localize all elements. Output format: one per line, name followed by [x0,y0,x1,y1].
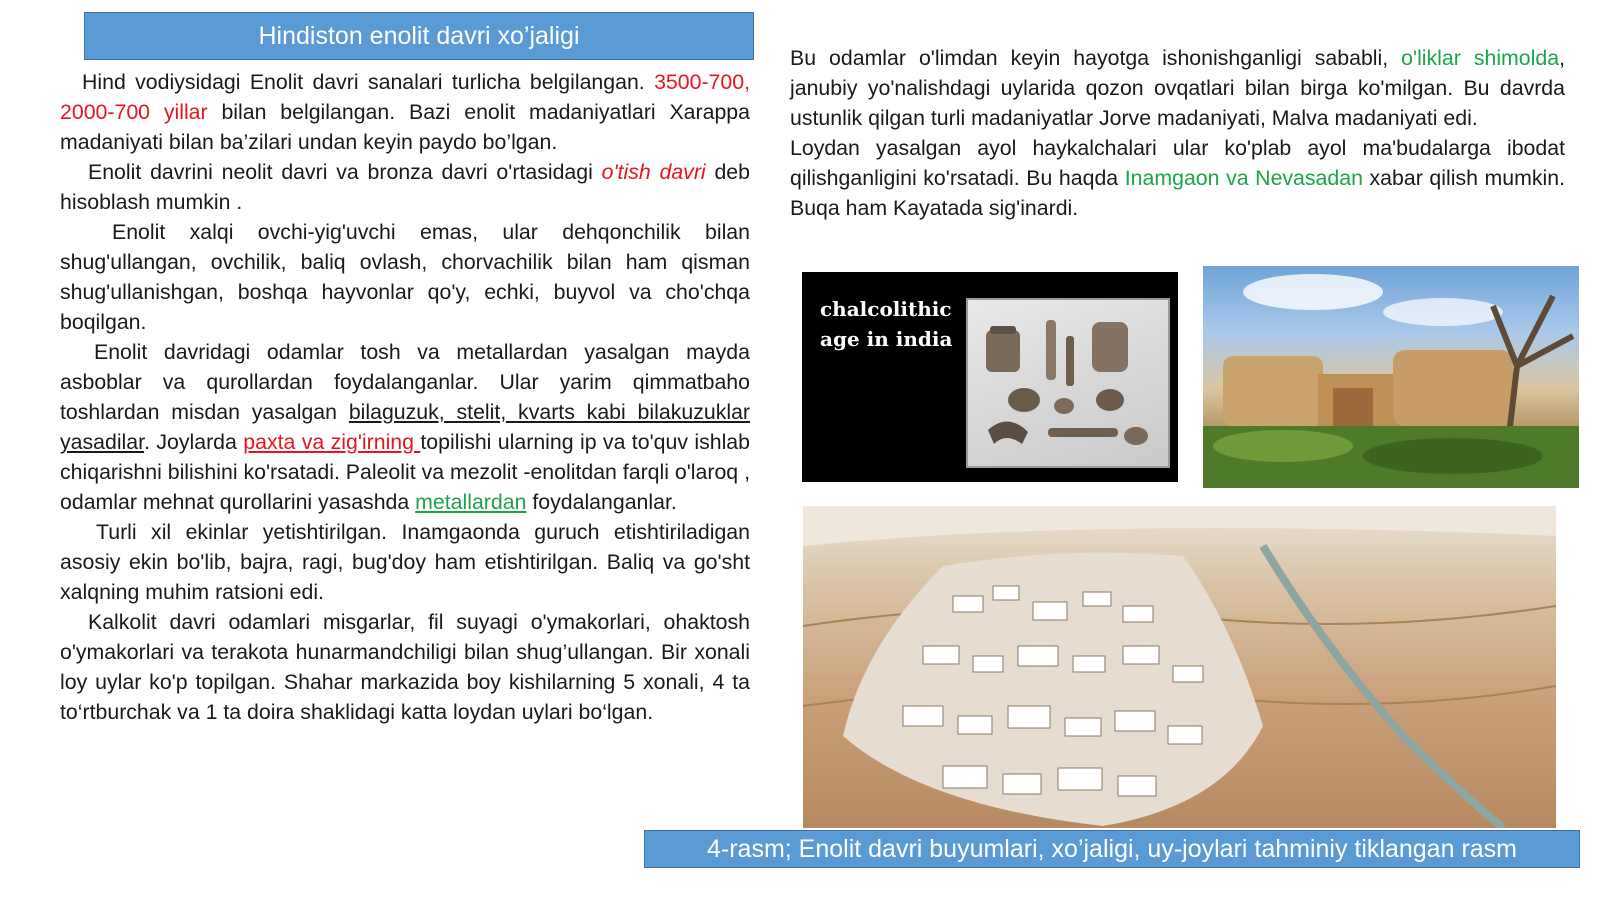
slide-title: Hindiston enolit davri xo’jaligi [84,12,754,60]
transition-period-highlight: o'tish davri [601,160,706,184]
paragraph-2: Enolit davrini neolit davri va bronza davri o'rtasidagi o'tish davri deb hisoblash mumkin . [60,160,750,214]
burial-highlight: o'liklar shimolda [1401,46,1560,70]
artifacts-image-text: chalcolithic age in india [820,297,953,351]
paragraph-1: Hind vodiysidagi Enolit davri sanalari turlicha belgilangan. 3500-700, 2000-700 yillar bilan belgilangan. Bazi enolit madaniyatlari Xarappa madaniyati bilan ba’zilari undan keyin paydo bo’lgan. [60,70,750,154]
paragraph-4: Enolit davridagi odamlar tosh va metallardan yasalgan mayda asboblar va qurollardan foydalanganlar. Ular yarim qimmatbaho toshlardan misdan yasalgan bilaguzuk, stelit, kvarts kabi bilakuzuklar yasadilar. Joylarda paxta va zig'irning topilishi ularning ip va to'quv ishlab chiqarishni bilishini ko'rsatadi. Paleolit va mezolit -enolitdan farqli o'laroq , odamlar mehnat qurollarini yasashda metallardan foydalanganlar. [60,340,751,514]
date-range-highlight: 3500-700, 2000-700 yillar [60,70,750,124]
sites-highlight: Inamgaon va Nevasadan [1124,166,1363,190]
paragraph-8: Loydan yasalgan ayol haykalchalari ular ko'plab ayol ma'budalarga ibodat qilishganligini ko'rsatadi. Bu haqda Inamgaon va Nevasadan xabar qilish mumkin. Buqa ham Kayatada sig'inardi. [790,136,1566,220]
village-reconstruction-icon [803,506,1556,828]
figure-caption: 4-rasm; Enolit davri buyumlari, xo’jaligi, uy-joylari tahminiy tiklangan rasm [644,830,1580,868]
paragraph-5: Turli xil ekinlar yetishtirilgan. Inamgaonda guruch etishtiriladigan asosiy ekin bo'lib, bajra, ragi, bug'doy ham etishtirilgan. Baliq va go'sht xalqning muhim ratsioni edi. [60,520,750,604]
paragraph-6: Kalkolit davri odamlari misgarlar, fil suyagi o'ymakorlari, ohaktosh o'ymakorlari va terakota hunarmandchiligi bilan shug’ullangan. Bir xonali loy uylar ko'p topilgan. Shahar markazida boy kishilarning 5 xonali, 4 ta to‘rtburchak va 1 ta doira shaklidagi katta loydan uylari bo‘lgan. [60,610,750,724]
paragraph-3: Enolit xalqi ovchi-yig'uvchi emas, ular dehqonchilik bilan shug'ullangan, ovchilik, baliq ovlash, chorvachilik bilan ham qisman shug'ullanishgan, boshqa hayvonlar qo'y, echki, buyvol va cho'chqa boqilgan. [60,220,750,334]
paragraph-7: Bu odamlar o'limdan keyin hayotga ishonishganligi sababli, o'liklar shimolda, janubiy yo'nalishdagi uylarida qozon ovqatlari bilan birga ko'milgan. Bu davrda ustunlik qilgan turli madaniyatlar Jorve madaniyati, Malva madaniyati edi. [790,46,1565,130]
left-text-column [60,67,750,727]
bracelets-underlined: bilaguzuk, stelit, kvarts kabi bilakuzuklar yasadilar [60,400,751,454]
mud-houses-image [1203,266,1579,488]
artifacts-image [802,272,1178,482]
mud-houses-icon [1203,266,1579,488]
village-reconstruction-image [803,506,1556,828]
cotton-flax-link: paxta va zig'irning [243,430,421,454]
artifacts-photo [966,298,1170,468]
right-text-column [790,43,1565,223]
metals-link: metallardan [415,490,527,514]
copper-artifacts-icon [968,300,1168,466]
